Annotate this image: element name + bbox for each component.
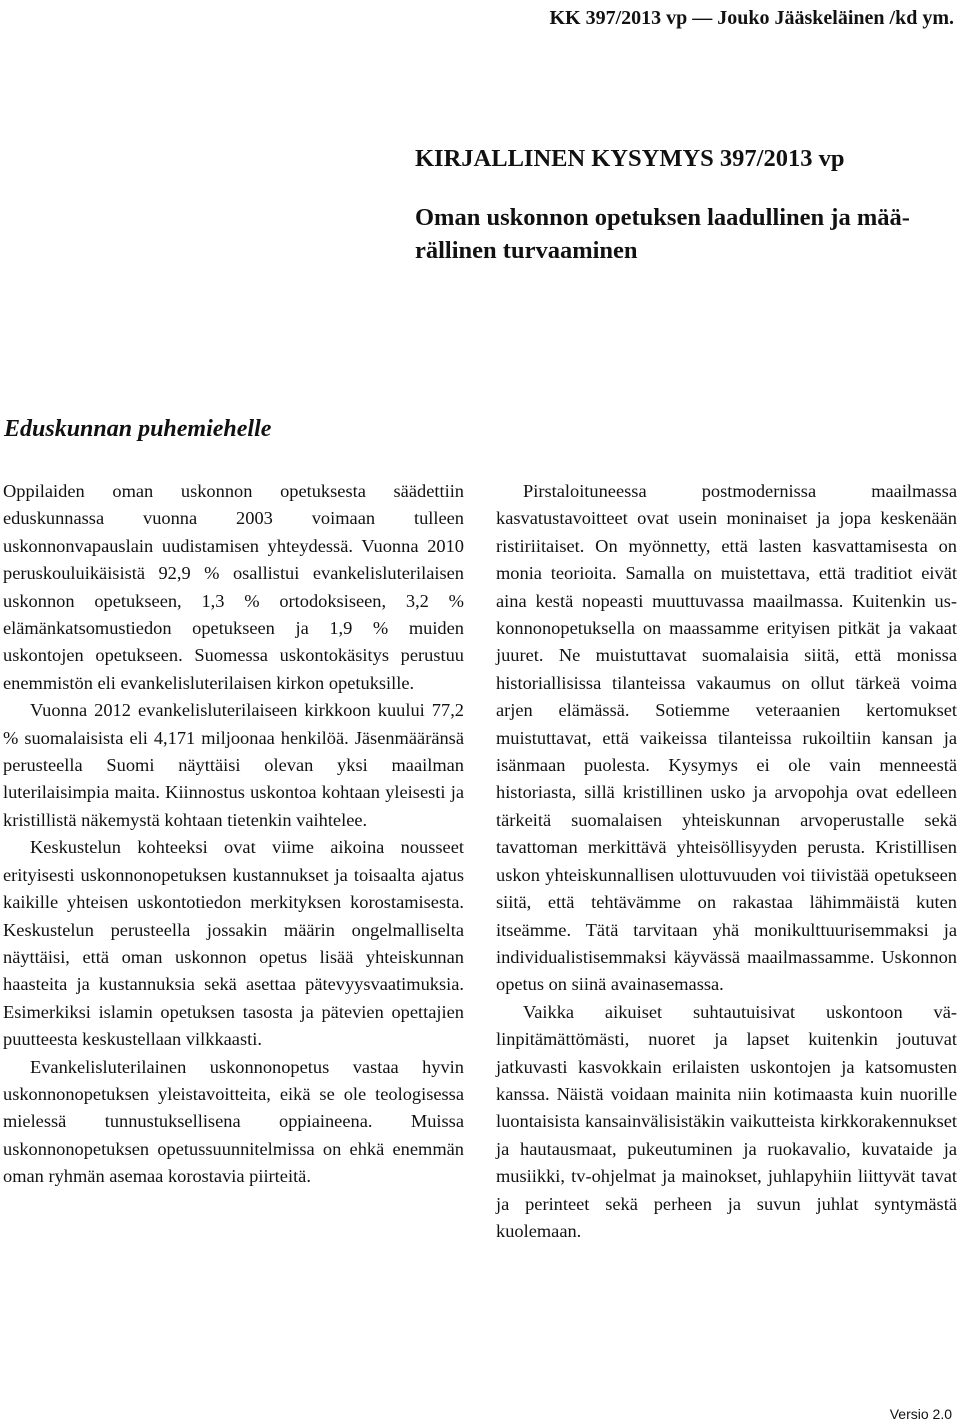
paragraph: Keskustelun kohteeksi ovat viime aikoina nousseet erityisesti uskonnonopetuksen kustannukset ja toisaalta ajatus kaikille yhteisen uskontotiedon merkityksen korostamisesta. Keskustelun perusteella jossakin määrin ongelmalliselta näyttäisi, että oman uskonnon opetus lisää yhteiskunnan haasteita ja kustannuksia sekä asettaa pätevyysvaatimuksia. Esimerkiksi islamin opetuksen tasosta ja pätevien opettajien puutteesta keskustellaan vilkkaasti. [3,837,464,1050]
right-text-column [496,478,957,1245]
paragraph: Pirstaloituneessa postmodernissa maailmassa kasvatustavoitteet ovat usein moninaiset ja jopa keskenään ristiriitaiset. On myönnetty, että lasten kasvattamisesta on monia teorioita. Samalla on muistettava, että traditiot eivät aina kestä nopeasti muuttuvassa maailmassa. Kuitenkin uskonnonopetuksella on maassamme erityisen pitkät ja vakaat juuret. Ne muistuttavat suomalaisia siitä, että monissa historiallisissa tilanteissa vakaumus on ollut tärkeä voima arjen elämässä. Sotiemme veteraanien kertomukset muistuttavat, että vaikeissa tilanteissa rukoiltiin kansan ja isänmaan puolesta. Kysymys ei ole vain menneestä historiasta, sillä kristillinen usko ja arvopohja ovat edelleen tärkeitä suomalaisen yhteiskunnan arvoperustalle sekä tavattoman merkittävä yhteisöllisyyden perusta. Kristillisen uskon yhteiskunnallisen ulottuvuuden voi tiivistää opetukseen siitä, että tehtävämme on rakastaa lähimmäistä kuten itseämme. Tätä tarvitaan yhä monikulttuurisemmaksi ja individualistisemmaksi käyvässä maailmassamme. Uskonnon opetus on siinä avainasemassa. [496,481,957,995]
running-head: KK 397/2013 vp — Jouko Jääskeläinen /kd ym. [549,7,954,29]
left-text-column [3,478,464,1191]
addressee-heading: Eduskunnan puhemiehelle [4,416,272,442]
paragraph: Evankelisluterilainen uskonnonopetus vastaa hyvin uskonnonopetuksen yleistavoitteita, eikä se ole teologisessa mielessä tunnustuksellisena oppiaineena. Muissa uskonnonopetuksen opetussuunnitelmissa on ehkä enemmän oman ryhmän asemaa korostavia piirteitä. [3,1056,464,1187]
question-subject-title: Oman uskonnon opetuksen laadullinen ja määrällinen turvaaminen [415,204,910,264]
version-label: Versio 2.0 [889,1406,952,1422]
paragraph: Vuonna 2012 evankelisluterilaiseen kirkkoon kuului 77,2 % suomalaisista eli 4,171 miljoonaa henkilöä. Jäsenmääränsä perusteella Suomi näyttäisi olevan yksi maailman luterilaisimpia maita. Kiinnostus uskontoa kohtaan yleisesti ja kristillistä näkemystä kohtaan tietenkin vaihtelee. [3,700,464,830]
paragraph: Vaikka aikuiset suhtautuisivat uskontoon välinpitämättömästi, nuoret ja lapset kuitenkin joutuvat jatkuvasti kasvokkain erilaisten uskontojen ja katsomusten kanssa. Näistä voidaan mainita niin kotimaasta kuin nuorille luontaisista kansainvälisistäkin vaikutteista kirkkorakennukset ja hautausmaat, pukeutuminen ja ruokavalio, kuvataide ja musiikki, tv-ohjelmat ja mainokset, juhlapyhiin liittyvät tavat ja perinteet sekä perheen ja suvun juhlat syntymästä kuolemaan. [496,1001,957,1241]
paragraph: Oppilaiden oman uskonnon opetuksesta säädettiin eduskunnassa vuonna 2003 voimaan tulleen uskonnonvapauslain uudistamisen yhteydessä. Vuonna 2010 peruskouluikäisistä 92,9 % osallistui evankelisluterilaisen uskonnon opetukseen, 1,3 % ortodoksiseen, 3,2 % elämänkatsomustiedon opetukseen ja 1,9 % muiden uskontojen opetukseen. Suomessa uskontokäsitys perustuu enemmistön eli evankelisluterilaisen kirkon opetuksille. [3,481,464,693]
document-type-title: KIRJALLINEN KYSYMYS 397/2013 vp [415,145,845,172]
